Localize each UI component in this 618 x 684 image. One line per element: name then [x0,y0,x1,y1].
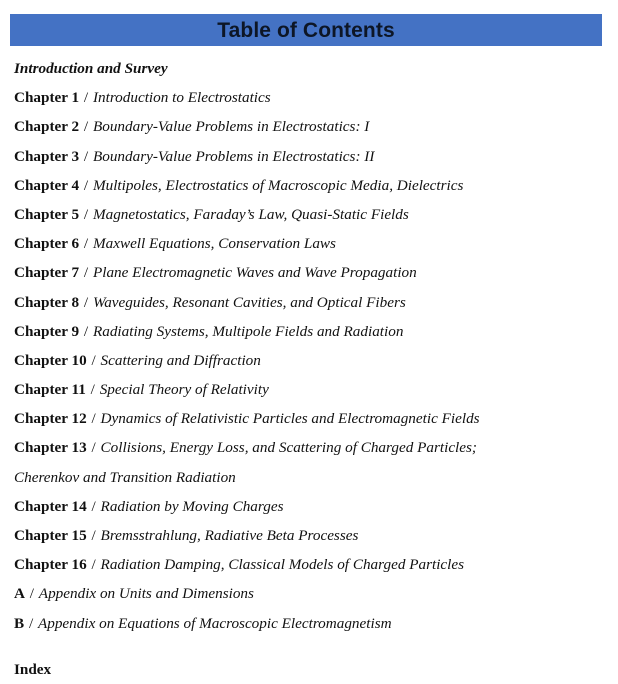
toc-chapter-entry[interactable] [14,609,606,638]
toc-entry-separator: / [80,293,92,311]
toc-chapter-entry[interactable] [14,433,606,462]
toc-chapter-entry[interactable] [14,229,606,258]
toc-entry-title: Waveguides, Resonant Cavities, and Optical Fibers [92,293,406,311]
toc-entry-title: Bremsstrahlung, Radiative Beta Processes [100,527,359,544]
toc-entry-title: Radiation by Moving Charges [100,497,284,515]
toc-entry-label: Index [14,660,52,678]
toc-entry-title: Collisions, Energy Loss, and Scattering of Charged Particles; [100,439,477,457]
page-title: Table of Contents [217,18,395,42]
toc-entry-label: Introduction and Survey [14,60,168,77]
toc-entry-separator: / [80,205,92,223]
toc-entry-title: Appendix on Units and Dimensions [38,585,254,603]
toc-entry-number: Chapter 10 [14,351,87,369]
toc-index-entry[interactable] [14,655,606,684]
toc-entry-separator: / [80,176,92,194]
toc-entry-number: Chapter 6 [14,235,80,253]
toc-chapter-entry[interactable] [14,550,606,579]
toc-entry-title: Introduction to Electrostatics [92,89,271,107]
toc-chapter-entry[interactable] [14,171,606,200]
toc-entry-title: Appendix on Equations of Macroscopic Electromagnetism [37,614,392,632]
toc-entry-number: Chapter 3 [14,147,80,165]
toc-entry-separator: / [80,235,92,253]
toc-chapter-entry[interactable] [14,142,606,171]
toc-entry-separator: / [80,264,92,282]
toc-entry-number: B [14,614,25,632]
toc-entry-separator: / [87,497,100,515]
toc-entry-number: Chapter 2 [14,118,80,136]
toc-entry-separator: / [87,351,100,369]
toc-entry-title: Maxwell Equations, Conservation Laws [92,235,336,253]
toc-entry-title: Boundary-Value Problems in Electrostatics: I [92,118,370,136]
toc-entry-number: Chapter 1 [14,89,80,107]
toc-entry-separator: / [87,556,100,574]
toc-chapter-entry[interactable] [14,346,606,375]
toc-entry-number: Chapter 13 [14,439,87,457]
toc-entry-separator: / [80,89,92,107]
toc-entry-title: Multipoles, Electrostatics of Macroscopic Media, Dielectrics [92,176,464,194]
toc-chapter-entry[interactable] [14,288,606,317]
toc-chapter-entry[interactable] [14,83,606,112]
toc-entry-title: Radiation Damping, Classical Models of Charged Particles [100,556,465,574]
toc-entry-separator: / [87,439,100,457]
toc-entry-title: Scattering and Diffraction [100,351,261,369]
toc-entry-separator: / [86,381,99,399]
toc-entry-title: Cherenkov and Transition Radiation [14,468,236,486]
toc-chapter-entry[interactable] [14,200,606,229]
toc-entry-separator: / [80,322,92,340]
toc-entry-number: Chapter 8 [14,293,80,311]
toc-chapter-entry[interactable] [14,317,606,346]
toc-entry-number: Chapter 14 [14,497,87,515]
toc-entry-number: Chapter 15 [14,527,87,544]
toc-chapter-entry[interactable] [14,112,606,141]
toc-entry-number: Chapter 9 [14,322,80,340]
toc-entry-list [14,54,606,684]
toc-entry-separator: / [25,585,38,603]
toc-entry-separator: / [80,118,92,136]
toc-section-heading[interactable] [14,54,606,83]
toc-entry-number: Chapter 4 [14,176,80,194]
toc-entry-number: Chapter 16 [14,556,87,574]
toc-entry-number: Chapter 12 [14,410,87,428]
toc-chapter-entry[interactable] [14,258,606,287]
toc-entry-title: Special Theory of Relativity [99,381,269,399]
toc-entry-separator: / [80,147,92,165]
toc-chapter-entry[interactable] [14,579,606,608]
toc-entry-number: A [14,585,25,603]
toc-entry-title-continuation [14,463,606,492]
toc-entry-separator: / [87,410,100,428]
toc-entry-title: Plane Electromagnetic Waves and Wave Propagation [92,264,417,282]
toc-entry-separator: / [25,614,37,632]
toc-entry-title: Radiating Systems, Multipole Fields and Radiation [92,322,404,340]
toc-entry-title: Dynamics of Relativistic Particles and Electromagnetic Fields [100,410,480,428]
toc-entry-number: Chapter 11 [14,381,86,399]
toc-entry-number: Chapter 5 [14,205,80,223]
toc-entry-title: Boundary-Value Problems in Electrostatics: II [92,147,375,165]
toc-chapter-entry[interactable] [14,375,606,404]
toc-entry-separator: / [87,527,100,544]
toc-chapter-entry[interactable] [14,492,606,521]
toc-entry-number: Chapter 7 [14,264,80,282]
toc-chapter-entry[interactable] [14,521,606,550]
toc-entry-title: Magnetostatics, Faraday’s Law, Quasi-Static Fields [92,205,409,223]
toc-header-banner [10,14,602,46]
toc-chapter-entry[interactable] [14,404,606,433]
